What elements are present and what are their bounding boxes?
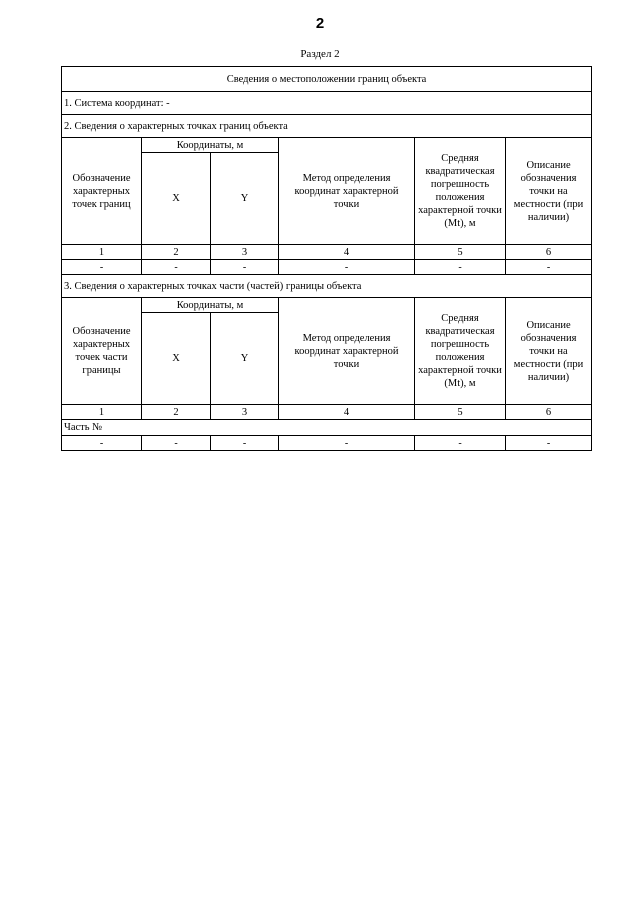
table-cell: - [142, 436, 211, 451]
table-row [62, 436, 592, 451]
table-cell: - [62, 260, 142, 275]
header-error: Средняя квадратическая погрешность положения характерной точки (Mt), м [415, 298, 506, 405]
column-number: 2 [142, 245, 211, 260]
header-x: X [142, 153, 211, 245]
header-coordinates: Координаты, м [142, 298, 279, 313]
table-cell: - [211, 260, 279, 275]
header-error: Средняя квадратическая погрешность положения характерной точки (Mt), м [415, 138, 506, 245]
column-number: 4 [279, 245, 415, 260]
table-cell: - [279, 436, 415, 451]
column-number: 5 [415, 405, 506, 420]
column-number: 1 [62, 405, 142, 420]
table-row [62, 260, 592, 275]
section1-title: 2. Сведения о характерных точках границ объекта [62, 115, 592, 138]
column-number: 4 [279, 405, 415, 420]
table-cell: - [415, 436, 506, 451]
header-description: Описание обозначения точки на местности (при наличии) [506, 138, 592, 245]
table-cell: - [279, 260, 415, 275]
coordinate-system-row: 1. Система координат: - [62, 92, 592, 115]
header-description: Описание обозначения точки на местности (при наличии) [506, 298, 592, 405]
column-number: 3 [211, 245, 279, 260]
header-designation: Обозначение характерных точек части границы [62, 298, 142, 405]
table-cell: - [142, 260, 211, 275]
section2-title: 3. Сведения о характерных точках части (частей) границы объекта [62, 275, 592, 298]
header-y: Y [211, 313, 279, 405]
page-number: 2 [315, 15, 325, 32]
column-number: 5 [415, 245, 506, 260]
part-label: Часть № [62, 420, 592, 436]
header-method: Метод определения координат характерной точки [279, 298, 415, 405]
table-cell: - [62, 436, 142, 451]
header-coordinates: Координаты, м [142, 138, 279, 153]
column-number: 6 [506, 405, 592, 420]
header-x: X [142, 313, 211, 405]
table-title: Сведения о местоположении границ объекта [62, 67, 592, 92]
header-method: Метод определения координат характерной точки [279, 138, 415, 245]
column-number: 3 [211, 405, 279, 420]
column-number: 6 [506, 245, 592, 260]
table-cell: - [506, 436, 592, 451]
column-number: 1 [62, 245, 142, 260]
header-designation: Обозначение характерных точек границ [62, 138, 142, 245]
section-label: Раздел 2 [300, 48, 340, 60]
boundary-table [61, 66, 592, 451]
table-cell: - [506, 260, 592, 275]
header-y: Y [211, 153, 279, 245]
column-number: 2 [142, 405, 211, 420]
table-cell: - [415, 260, 506, 275]
table-cell: - [211, 436, 279, 451]
